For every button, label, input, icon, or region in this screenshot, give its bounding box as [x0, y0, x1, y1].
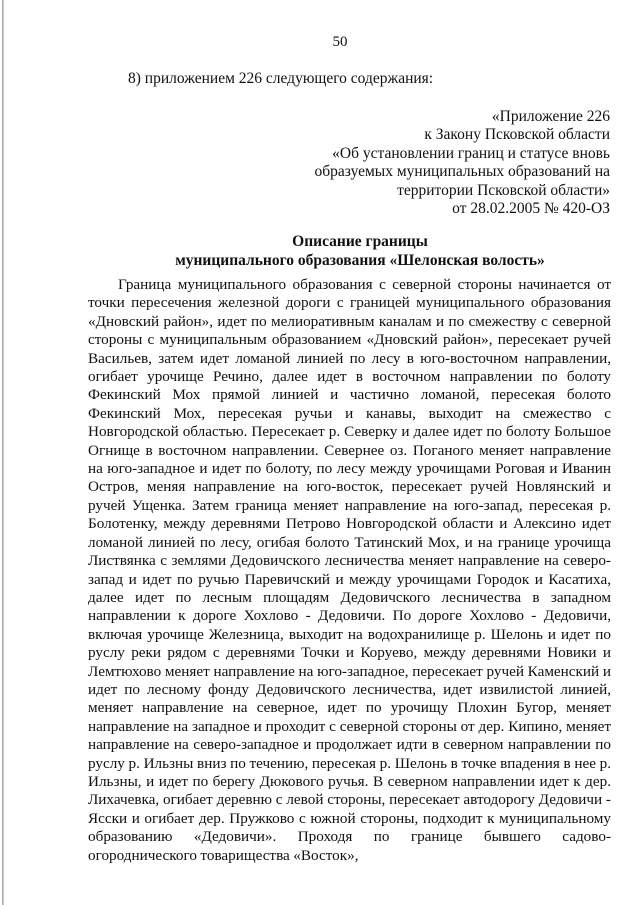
appendix-line: к Закону Псковской области	[424, 126, 610, 144]
page-left-edge	[2, 0, 4, 905]
heading-line: муниципального образования «Шелонская волость»	[175, 252, 545, 269]
appendix-line: образуемых муниципальных образований на	[314, 163, 610, 181]
page-number: 50	[332, 34, 348, 50]
intro-line: 8) приложением 226 следующего содержания:	[128, 70, 434, 87]
boundary-description-paragraph: Граница муниципального образования с северной стороны начинается от точки пересечения железной дороги с границей муниципального образования «Дновский район», идет по мелиоративным каналам и по смежеству с северной стороны с муниципальным образованием «Дновский район», пересекает ручей Васильев, затем идет ломаной линией по лесу в юго-восточном направлении, огибает урочище Речино, далее идет в восточном направлении по болоту Фекинский Мох прямой линией и частично ломаной, пересекая болото Фекинский Мох, пересекая ручьи и канавы, выходит на смежество с Новгородской областью. Пересекает р. Северку и далее идет по болоту Большое Огнище в восточном направлении. Севернее оз. Поганого меняет направление на юго-западное и идет по болоту, по лесу между урочищами Роговая и Иванин Остров, меняя направление на юго-восток, пересекает ручей Новлянский и ручей Ущенка. Затем граница меняет направление на юго-запад, пересекая р. Болотенку, между деревнями Петрово Новгородской области и Алексино идет ломаной линией по лесу, огибая болото Татинский Мох, и на границе урочища Листвянка с землями Дедовичского лесничества меняет направление на северо-запад и идет по ручью Паревичский и между урочищами Городок и Касатиха, далее идет по лесным площадям Дедовичского лесничества в западном направлении к дороге Хохлово - Дедовичи. По дороге Хохлово - Дедовичи, включая урочище Железница, выходит на водохранилище р. Шелонь и идет по руслу реки рядом с деревнями Точки и Коруево, между деревнями Новики и Лемтюхово меняет направление на юго-западное, пересекает ручей Каменский и идет по лесному фонду Дедовичского лесничества, идет извилистой линией, меняет направление на северное, идет по урочищу Плохин Бугор, меняет направление на западное и проходит с северной стороны от дер. Кипино, меняет направление на северо-западное и продолжает идти в северном направлении по руслу р. Ильзны вниз по течению, пересекая р. Шелонь в точке впадения в нее р. Ильзны, и идет по берегу Дюкового ручья. В северном направлении идет к дер. Лихачевка, огибает деревню с левой стороны, пересекает автодорогу Дедовичи - Ясски и огибает дер. Пружково с южной стороны, подходит к муниципальному образованию «Дедовичи». Проходя по границе бывшего садово-огороднического товарищества «Восток»,	[88, 276, 611, 864]
appendix-line: территории Псковской области»	[397, 181, 610, 199]
heading-line: Описание границы	[292, 233, 428, 250]
appendix-line: «Приложение 226	[491, 108, 610, 125]
appendix-line: «Об установлении границ и статусе вновь	[332, 144, 610, 162]
appendix-line: от 28.02.2005 № 420-ОЗ	[452, 200, 610, 218]
appendix-reference	[250, 108, 610, 218]
section-heading	[90, 232, 630, 270]
